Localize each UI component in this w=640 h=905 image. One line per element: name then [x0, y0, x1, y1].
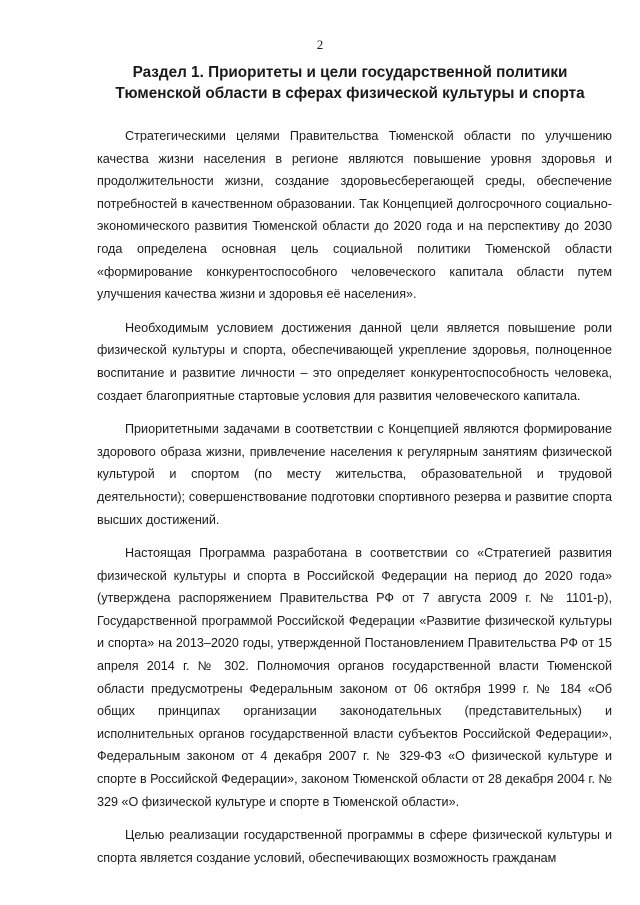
paragraph-priority-tasks: Приоритетными задачами в соответствии с Концепцией являются формирование здорового образа жизни, привлечение населения к регулярным занятиям физической культурой и спортом (по месту жительства, образовательной и трудовой деятельности); совершенствование подготовки спортивного резерва и развитие спорта высших достижений.: [97, 422, 612, 527]
paragraph-program-goal: Целью реализации государственной программы в сфере физической культуры и спорта является создание условий, обеспечивающих возможность гражданам: [97, 828, 612, 865]
section-heading: [100, 62, 600, 104]
section-heading-line-2: Тюменской области в сферах физической культуры и спорта: [115, 85, 585, 102]
paragraph-strategic-goals: Стратегическими целями Правительства Тюменской области по улучшению качества жизни населения в регионе являются повышение уровня здоровья и продолжительности жизни, создание здоровьесберегающей среды, обеспечение потребностей в качественном образовании. Так Концепцией долгосрочного социально-экономического развития Тюменской области до 2020 года и на перспективу до 2030 года определена основная цель социальной политики Тюменской области «формирование конкурентоспособного человеческого капитала области путем улучшения качества жизни и здоровья её населения».: [97, 129, 612, 302]
paragraph-legal-basis: Настоящая Программа разработана в соответствии со «Стратегией развития физической культуры и спорта в Российской Федерации на период до 2020 года» (утверждена распоряжением Правительства РФ от 7 августа 2009 г. № 1101-р), Государственной программой Российской Федерации «Развитие физической культуры и спорта» на 2013–2020 годы, утвержденной Постановлением Правительства РФ от 15 апреля 2014 г. № 302. Полномочия органов государственной власти Тюменской области предусмотрены Федеральным законом от 06 октября 1999 г. № 184 «Об общих принципах организации законодательных (представительных) и исполнительных органов государственной власти субъектов Российской Федерации», Федеральным законом от 4 декабря 2007 г. № 329-ФЗ «О физической культуре и спорте в Российской Федерации», законом Тюменской области от 28 декабря 2004 г. № 329 «О физической культуре и спорте в Тюменской области».: [97, 546, 612, 809]
page-number: 2: [316, 37, 324, 52]
body-text: [97, 125, 612, 869]
paragraph-role-of-sport: Необходимым условием достижения данной цели является повышение роли физической культуры и спорта, обеспечивающей укрепление здоровья, полноценное воспитание и развитие личности – это определяет конкурентоспособность человека, создает благоприятные стартовые условия для развития человеческого капитала.: [97, 320, 612, 403]
section-heading-line-1: Раздел 1. Приоритеты и цели государственной политики: [132, 64, 568, 81]
